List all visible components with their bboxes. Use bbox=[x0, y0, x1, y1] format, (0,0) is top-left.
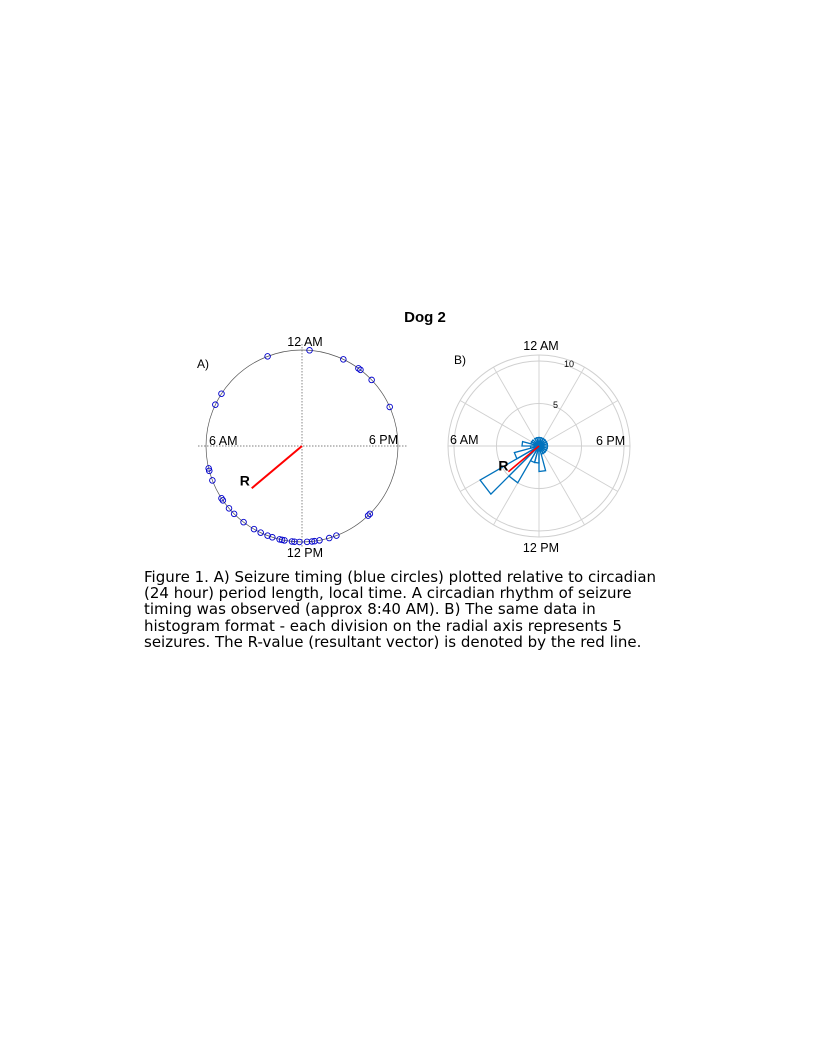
panel-b-label-12am: 12 AM bbox=[523, 339, 559, 353]
grid-spoke bbox=[539, 367, 585, 446]
caption-line: Figure 1. A) Seizure timing (blue circles) plotted relative to circadian bbox=[144, 568, 657, 586]
figure-title: Dog 2 bbox=[404, 309, 446, 326]
panel-b-label-12pm: 12 PM bbox=[522, 541, 560, 555]
panel-a-resultant-label: R bbox=[239, 472, 250, 489]
panel-a-label-12pm: 12 PM bbox=[286, 546, 324, 560]
panel-a-seizure-timing-plot bbox=[197, 335, 407, 560]
panel-b-label-6am: 6 AM bbox=[450, 433, 479, 447]
grid-spoke bbox=[539, 446, 585, 525]
panel-b-resultant-label: R bbox=[498, 457, 509, 474]
histogram-bar bbox=[509, 446, 539, 483]
panel-a-label-6am: 6 AM bbox=[209, 434, 238, 448]
caption-line: timing was observed (approx 8:40 AM). B) The same data in bbox=[144, 600, 596, 619]
panel-a-label: A) bbox=[197, 357, 209, 371]
panel-a-label-6pm: 6 PM bbox=[368, 433, 398, 447]
panel-b-label-6pm: 6 PM bbox=[596, 434, 626, 448]
radial-tick-label: 5 bbox=[553, 399, 559, 410]
caption-line: (24 hour) period length, local time. A circadian rhythm of seizure bbox=[144, 584, 632, 603]
grid-spoke bbox=[539, 446, 618, 492]
panel-b-seizure-histogram bbox=[448, 339, 630, 555]
radial-tick-label: 10 bbox=[564, 358, 575, 369]
figure-caption bbox=[144, 569, 724, 650]
caption-line: histogram format - each division on the radial axis represents 5 bbox=[144, 616, 622, 635]
caption-line: seizures. The R-value (resultant vector) is denoted by the red line. bbox=[144, 632, 642, 651]
panel-b-radial-ticks bbox=[553, 359, 574, 410]
panel-b-label: B) bbox=[454, 353, 466, 367]
grid-spoke bbox=[494, 367, 540, 446]
panel-a-label-12am: 12 AM bbox=[287, 335, 323, 349]
panel-a-resultant-vector bbox=[252, 446, 302, 488]
